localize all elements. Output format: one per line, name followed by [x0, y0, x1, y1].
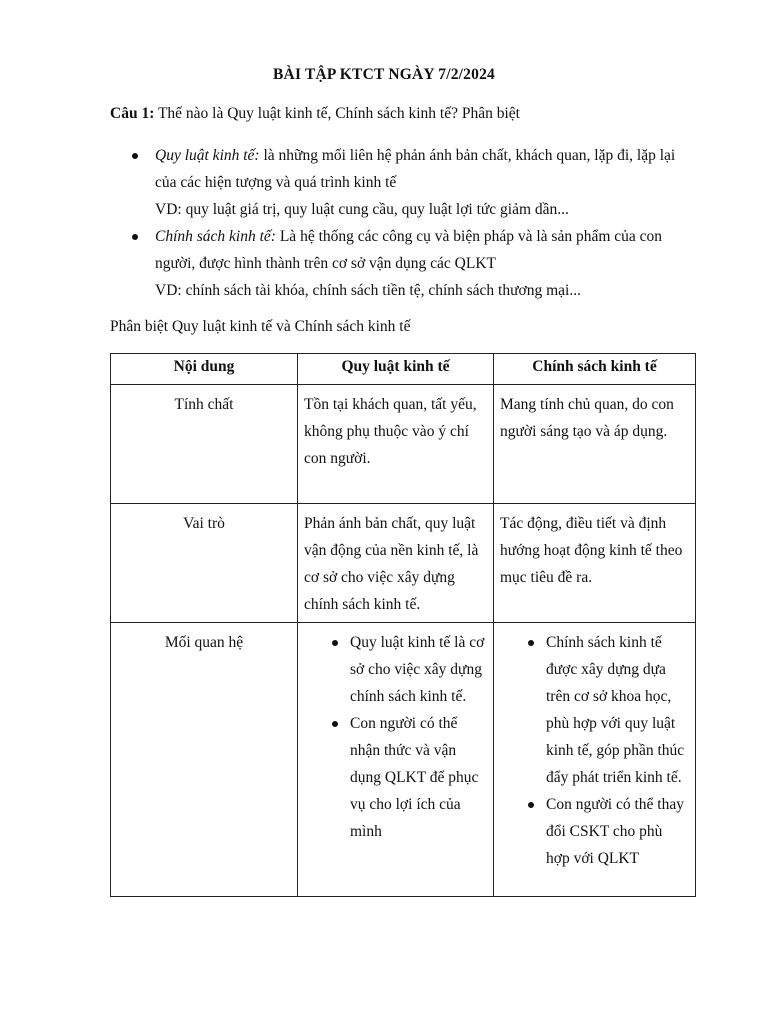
table-header-cell: Chính sách kinh tế [494, 354, 696, 385]
table-cell: Phản ánh bản chất, quy luật vận động của nền kinh tế, là cơ sở cho việc xây dựng chính sách kinh tế. [298, 504, 494, 623]
comparison-table [110, 353, 696, 897]
document-title: BÀI TẬP KTCT NGÀY 7/2/2024 [273, 66, 495, 83]
bullet-icon [332, 640, 338, 646]
list-item [500, 791, 689, 872]
list-item [304, 629, 487, 710]
definition-term: Chính sách kinh tế: [155, 228, 276, 245]
bullet-icon [528, 802, 534, 808]
bullet-icon [528, 640, 534, 646]
table-row [111, 623, 696, 897]
definition-item [130, 223, 690, 304]
bullet-icon [132, 234, 138, 240]
table-cell: Tồn tại khách quan, tất yếu, không phụ thuộc vào ý chí con người. [298, 385, 494, 504]
table-header-cell: Nội dung [111, 354, 298, 385]
definition-item [130, 142, 690, 223]
question-label: Câu 1: [110, 105, 155, 122]
table-cell [494, 623, 696, 897]
list-item [304, 710, 487, 845]
question-1 [110, 105, 520, 123]
list-item-text: Con người có thể nhận thức và vận dụng QLKT để phục vụ cho lợi ích của mình [350, 715, 479, 840]
definition-term: Quy luật kinh tế: [155, 147, 260, 164]
bullet-icon [332, 721, 338, 727]
definition-list [130, 142, 690, 304]
table-cell-label: Mối quan hệ [111, 623, 298, 897]
bullet-icon [132, 153, 138, 159]
table-cell [298, 623, 494, 897]
definition-example: VD: chính sách tài khóa, chính sách tiền tệ, chính sách thương mại... [155, 282, 581, 299]
list-item-text: Quy luật kinh tế là cơ sở cho việc xây dựng chính sách kinh tế. [350, 634, 485, 705]
table-cell-label: Vai trò [111, 504, 298, 623]
comparison-heading: Phân biệt Quy luật kinh tế và Chính sách kinh tế [110, 318, 411, 335]
table-cell: Tác động, điều tiết và định hướng hoạt động kinh tế theo mục tiêu đề ra. [494, 504, 696, 623]
table-row [111, 504, 696, 623]
list-item-text: Con người có thể thay đổi CSKT cho phù hợp với QLKT [546, 796, 684, 867]
table-cell-label: Tính chất [111, 385, 298, 504]
definition-example: VD: quy luật giá trị, quy luật cung cầu, quy luật lợi tức giảm dần... [155, 201, 569, 218]
table-row [111, 385, 696, 504]
list-item-text: Chính sách kinh tế được xây dựng dựa trên cơ sở khoa học, phù hợp với quy luật kinh tế, góp phần thúc đẩy phát triển kinh tế. [546, 634, 685, 786]
table-header-cell: Quy luật kinh tế [298, 354, 494, 385]
definition-text: Là hệ thống các công cụ và biện pháp và là sản phẩm của con người, được hình thành trên cơ sở vận dụng các QLKT [155, 228, 663, 272]
table-cell: Mang tính chủ quan, do con người sáng tạo và áp dụng. [494, 385, 696, 504]
cell-bullet-list [500, 629, 689, 872]
question-text: Thế nào là Quy luật kinh tế, Chính sách kinh tế? Phân biệt [154, 105, 520, 122]
table-header-row [111, 354, 696, 385]
cell-bullet-list [304, 629, 487, 845]
definition-text: là những mối liên hệ phản ánh bản chất, khách quan, lặp đi, lặp lại của các hiện tượng và quá trình kinh tế [155, 147, 676, 191]
list-item [500, 629, 689, 791]
